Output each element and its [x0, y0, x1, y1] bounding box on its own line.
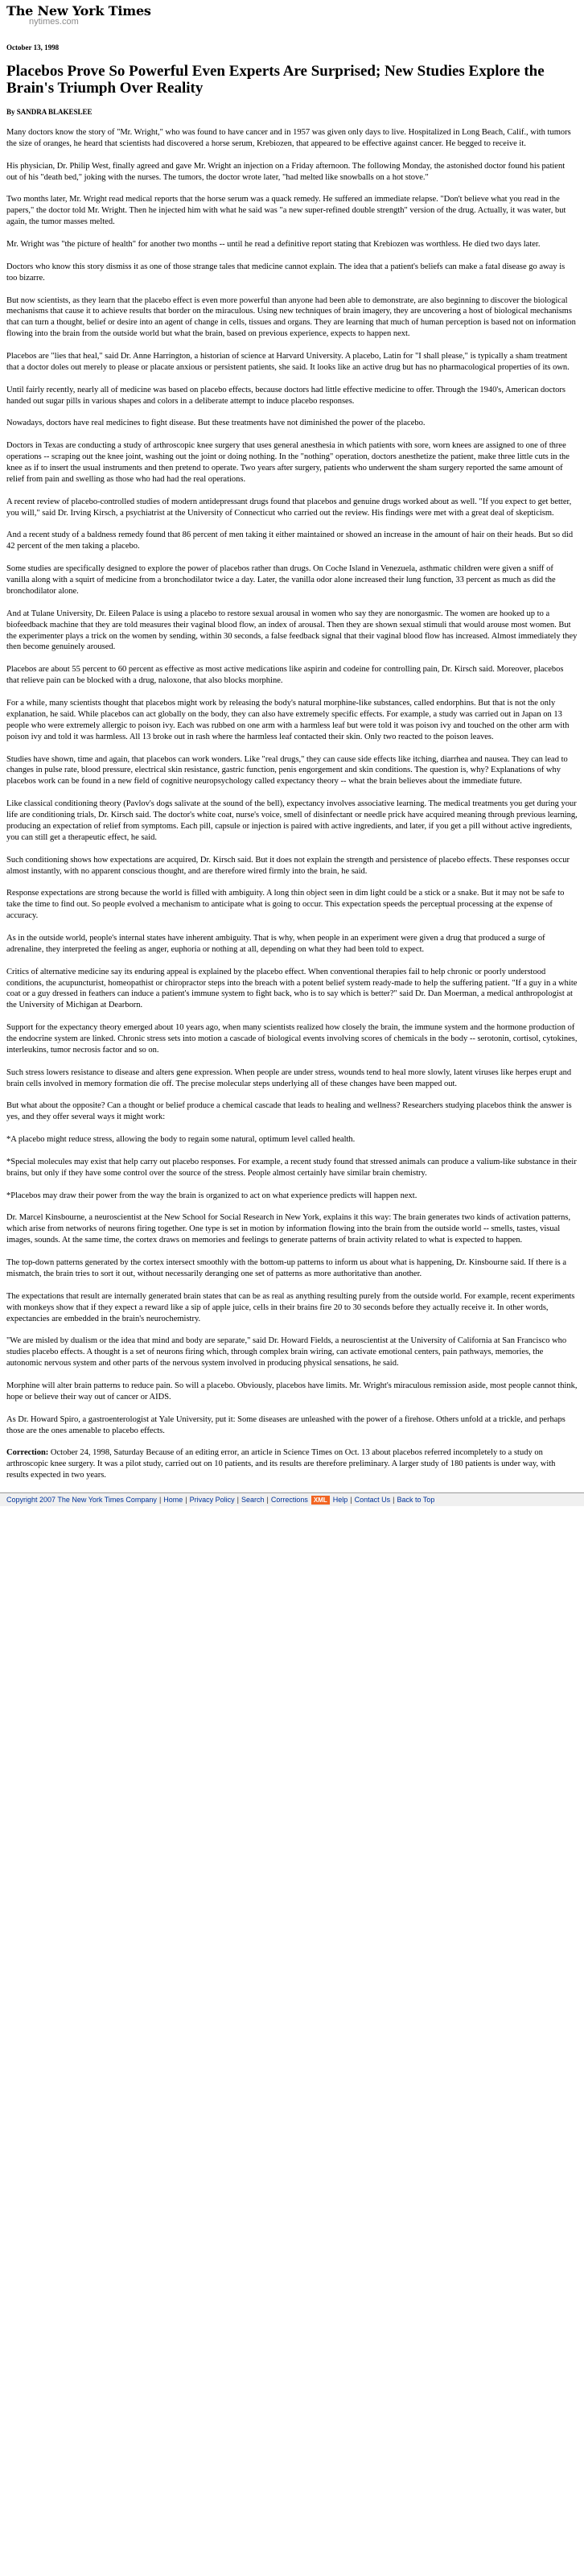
footer-separator: |: [266, 1496, 269, 1505]
correction-text: October 24, 1998, Saturday Because of an editing error, an article in Science Times on Oct. 13 about placebos referred incompletely to a study on arthroscopic knee surgery. It was a pilot study, carried out on 10 patients, and its results are therefore preliminary. A larger study of 180 patients is under way, with results expected in two years.: [6, 1448, 556, 1480]
article-paragraph: But now scientists, as they learn that the placebo effect is even more powerful than anyone had been able to demonstrate, are also beginning to discover the biological mechanisms that cause it to achieve results that border on the miraculous. Using new techniques of brain imagery, they are uncovering a host of biological mechanisms that can turn a thought, belief or desire into an agent of change in cells, tissues and organs. They are learning that much of human perception is based not on information flowing into the brain from the outside world but what the brain, based on previous experience, expects to happen next.: [6, 295, 576, 339]
article-paragraph: Support for the expectancy theory emerged about 10 years ago, when many scientists realized how closely the brain, the immune system and the hormone production of the endocrine system are linked. Chronic stress sets into motion a cascade of biological events involving scores of chemicals in the body -- serotonin, cortisol, cytokines, interleukins, tumor necrosis factor and so on.: [6, 1023, 578, 1055]
article-paragraph: *Placebos may draw their power from the way the brain is organized to act on what experience predicts will happen next.: [6, 1191, 417, 1200]
footer-separator: |: [185, 1496, 187, 1505]
page-footer: [0, 1492, 584, 1506]
article-paragraph: For a while, many scientists thought that placebos might work by releasing the body's natural morphine-like substances, called endorphins. But that is not the only explanation, he said. While placebos can act globally on the body, they can also have extremely specific effects. For example, a study was carried out in Japan on 13 people who were extremely allergic to poison ivy. Each was rubbed on one arm with a harmless leaf but were told it was poison ivy and touched on the other arm with poison ivy and told it was harmless. All 13 broke out in rash where the harmless leaf contacted their skin. Only two reacted to the poison leaves.: [6, 698, 570, 741]
article-paragraph: Nowadays, doctors have real medicines to fight disease. But these treatments have not diminished the power of the placebo.: [6, 419, 426, 428]
article-date: October 13, 1998: [6, 43, 60, 52]
article-paragraph: And a recent study of a baldness remedy found that 86 percent of men taking it either maintained or showed an increase in the amount of hair on their heads. But so did 42 percent of the men taking a placebo.: [6, 530, 574, 551]
footer-link-home[interactable]: Home: [163, 1496, 183, 1505]
footer-separator: |: [158, 1496, 162, 1505]
article-paragraph: Mr. Wright was "the picture of health" for another two months -- until he read a definitive report stating that Krebiozen was worthless. He died two days later.: [6, 240, 541, 250]
xml-rss-icon[interactable]: XML: [311, 1496, 330, 1505]
article-paragraph: *Special molecules may exist that help carry out placebo responses. For example, a recent study found that stressed animals can produce a valium-like substance in their brains, but only if they have some control over the source of the stress. People almost certainly have similar brain chemistry.: [6, 1157, 577, 1178]
article-paragraph: As in the outside world, people's internal states have inherent ambiguity. That is why, when people in an experiment were given a drug that produced a surge of adrenaline, they interpreted the feeling as anger, euphoria or nothing at all, depending on what they had been told to expect.: [6, 933, 545, 954]
nyt-site-name: nytimes.com: [29, 17, 79, 27]
footer-separator: |: [236, 1496, 239, 1505]
article-paragraph: Such stress lowers resistance to disease and alters gene expression. When people are under stress, wounds tend to heal more slowly, latent viruses like herpes erupt and brain cells involved in memory formation die off. The precise molecular steps underlying all of these changes have been mapped out.: [6, 1067, 572, 1088]
article-paragraph: His physician, Dr. Philip West, finally agreed and gave Mr. Wright an injection on a Friday afternoon. The following Monday, the astonished doctor found his patient out of his "death bed," joking with the nurses. The tumors, the doctor wrote later, "had melted like snowballs on a hot stove.": [6, 161, 565, 182]
article-paragraph: Until fairly recently, nearly all of medicine was based on placebo effects, because doctors had little effective medicine to offer. Through the 1940's, American doctors handed out sugar pills in various shapes and colors in a deliberate attempt to induce placebo responses.: [6, 385, 565, 406]
article-paragraph: Critics of alternative medicine say its enduring appeal is explained by the placebo effect. When conventional therapies fail to help chronic or poorly understood conditions, the acupuncturist, homeopathist or chiropractor steps into the breach with a potent belief system ready-made to help the suffering patient. "If a guy in a white coat or a guy dressed in feathers can induce a patient's immune system to fight back, who is to say which is better?" said Dr. Dan Moerman, a medical anthropologist at the University of Michigan at Dearborn.: [6, 967, 578, 1010]
article-paragraph: The expectations that result are internally generated brain states that can be as real as anything resulting purely from the outside world. For example, recent experiments with monkeys show that if they expect a reward like a sip of apple juice, cells in their brains fire 20 to 30 seconds before they actually receive it. In other words, expectancies are embedded in the brain's neurochemistry.: [6, 1291, 575, 1323]
footer-link-back-to-top[interactable]: Back to Top: [397, 1496, 435, 1505]
article: [0, 43, 584, 1481]
article-paragraph: But what about the opposite? Can a thought or belief produce a chemical cascade that leads to healing and wellness? Researchers studying placebos think the answer is yes, and they offer several ways it might work:: [6, 1101, 572, 1122]
article-paragraph: Response expectations are strong because the world is filled with ambiguity. A long thin object seen in dim light could be a stick or a snake. But it may not be safe to take the time to find out. So people evolved a mechanism to anticipate what is going to occur. This expectation speeds the perceptual processing at the expense of accuracy.: [6, 889, 565, 921]
masthead: [0, 0, 584, 39]
footer-link-help[interactable]: Help: [332, 1496, 348, 1505]
article-paragraph: The top-down patterns generated by the cortex intersect smoothly with the bottom-up patterns to inform us about what is happening, Dr. Kinsbourne said. If there is a mismatch, the brain tries to sort it out, without necessarily deranging one set of patterns as more authoritative than another.: [6, 1258, 567, 1278]
article-headline: Placebos Prove So Powerful Even Experts Are Surprised; New Studies Explore the Brain's Triumph Over Reality: [6, 63, 545, 97]
footer-separator: |: [350, 1496, 352, 1505]
article-paragraph: And at Tulane University, Dr. Eileen Palace is using a placebo to restore sexual arousal in women who say they are nonorgasmic. The women are hooked up to a biofeedback machine that they are told measures their vaginal blood flow, an index of arousal. Then they are shown sexual stimuli that would arouse most women. But the experimenter plays a trick on the women by sending, within 30 seconds, a false feedback signal that their vaginal blood flow has increased. Almost immediately they then become genuinely aroused.: [6, 609, 578, 652]
article-byline: By SANDRA BLAKESLEE: [6, 108, 93, 116]
footer-link-search[interactable]: Search: [241, 1496, 265, 1505]
article-body: [6, 127, 578, 1481]
article-paragraph: "We are misled by dualism or the idea that mind and body are separate," said Dr. Howard Fields, a neuroscientist at the University of California at San Francisco who studies placebo effects. A thought is a set of neurons firing which, through complex brain wiring, can activate emotional centers, pain pathways, memories, the autonomic nervous system and other parts of the nervous system involved in producing physical sensations, he said.: [6, 1336, 567, 1368]
article-paragraph: Placebos are "lies that heal," said Dr. Anne Harrington, a historian of science at Harvard University. A placebo, Latin for "I shall please," is typically a sham treatment that a doctor doles out merely to please or placate anxious or persistent patients, she said. It looks like an active drug but has no pharmacological properties of its own.: [6, 352, 570, 372]
article-paragraph: As Dr. Howard Spiro, a gastroenterologist at Yale University, put it: Some diseases are unleashed with the power of a firehose. Others unfold at a trickle, and perhaps those are the ones amenable to placebo effects.: [6, 1414, 565, 1435]
footer-links: [157, 1496, 308, 1504]
copyright-link[interactable]: Copyright 2007 The New York Times Company: [6, 1496, 157, 1505]
article-paragraph: Such conditioning shows how expectations are acquired, Dr. Kirsch said. But it does not explain the strength and persistence of placebo effects. These responses occur almost instantly, with no apparent conscious thought, and are therefore wired firmly into the brain, he said.: [6, 855, 570, 876]
article-paragraph: A recent review of placebo-controlled studies of modern antidepressant drugs found that placebos and genuine drugs worked about as well. "If you expect to get better, you will," said Dr. Irving Kirsch, a psychiatrist at the University of Connecticut who carried out the review. His findings were met with a great deal of skepticism.: [6, 497, 572, 518]
article-paragraph: Morphine will alter brain patterns to reduce pain. So will a placebo. Obviously, placebos have limits. Mr. Wright's miraculous remission aside, most people cannot think, hope or believe their way out of cancer or AIDS.: [6, 1381, 578, 1402]
article-paragraph: Like classical conditioning theory (Pavlov's dogs salivate at the sound of the bell), expectancy involves associative learning. The medical treatments you get during your life are conditioning trials, Dr. Kirsch said. The doctor's white coat, nurse's voice, smell of disinfectant or needle prick have acquired meaning through previous learning, producing an expectation of relief from symptoms. Each pill, capsule or injection is paired with active ingredients, and later, if you get a pill without active ingredients, you can still get a therapeutic effect, he said.: [6, 799, 578, 842]
footer-link-privacy-policy[interactable]: Privacy Policy: [189, 1496, 235, 1505]
article-paragraph: Many doctors know the story of "Mr. Wright," who was found to have cancer and in 1957 was given only days to live. Hospitalized in Long Beach, Calif., with tumors the size of oranges, he heard that scientists had discovered a horse serum, Krebiozen, that appeared to be effective against cancer. He begged to receive it.: [6, 128, 571, 148]
footer-links-secondary: [333, 1496, 435, 1504]
nyt-logo[interactable]: The New York Times: [6, 3, 151, 19]
article-paragraph: Doctors who know this story dismiss it as one of those strange tales that medicine cannot explain. The idea that a patient's beliefs can make a fatal disease go away is too bizarre.: [6, 262, 565, 283]
article-paragraph: Two months later, Mr. Wright read medical reports that the horse serum was a quack remedy. He suffered an immediate relapse. "Don't believe what you read in the papers," the doctor told Mr. Wright. Then he injected him with what he said was "a new super-refined double strength" version of the drug. Actually, it was water, but again, the tumor masses melted.: [6, 195, 566, 227]
correction-label: Correction:: [6, 1448, 49, 1458]
footer-link-corrections[interactable]: Corrections: [270, 1496, 308, 1505]
article-paragraph: Doctors in Texas are conducting a study of arthroscopic knee surgery that uses general anesthesia in which patients with sore, worn knees are assigned to one of three operations -- scraping out the knee joint, washing out the joint or doing nothing. In the "nothing" operation, doctors anesthetize the patient, make three little cuts in the knee as if to insert the usual instruments and then pretend to operate. Two years after surgery, patients who underwent the sham surgery reported the same amount of relief from pain and swelling as those who had had the real operations.: [6, 441, 570, 484]
article-paragraph: Studies have shown, time and again, that placebos can work wonders. Like "real drugs," they can cause side effects like itching, diarrhea and nausea. They can lead to changes in pulse rate, blood pressure, electrical skin resistance, gastric function, penis engorgement and skin conditions. The question is, why? Explanations of why placebos work can be found in a new field of cognitive neuropsychology called expectancy theory -- what the brain believes about the immediate future.: [6, 754, 568, 786]
article-paragraph: *A placebo might reduce stress, allowing the body to regain some natural, optimum level called health.: [6, 1135, 356, 1145]
correction-paragraph: [6, 1447, 578, 1481]
footer-separator: |: [393, 1496, 395, 1505]
article-paragraph: Dr. Marcel Kinsbourne, a neuroscientist at the New School for Social Research in New York, explains it this way: The brain generates two kinds of activation patterns, which arise from networks of neurons firing together. One type is set in motion by information flowing into the brain from the outside world -- smells, tastes, visual images, sounds. At the same time, the cortex draws on memories and feelings to generate patterns of brain activity related to what is expected to happen.: [6, 1213, 571, 1245]
footer-link-contact-us[interactable]: Contact Us: [354, 1496, 391, 1505]
article-paragraph: Placebos are about 55 percent to 60 percent as effective as most active medications like aspirin and codeine for controlling pain, Dr. Kirsch said. Moreover, placebos that relieve pain can be blocked with a drug, naloxone, that also blocks morphine.: [6, 665, 564, 686]
article-paragraph: Some studies are specifically designed to explore the power of placebos rather than drugs. On Coche Island in Venezuela, asthmatic children were given a sniff of vanilla along with a squirt of medicine from a bronchodilator twice a day. Later, the vanilla odor alone increased their lung function, 33 percent as much as did the bronchodilator alone.: [6, 564, 556, 596]
